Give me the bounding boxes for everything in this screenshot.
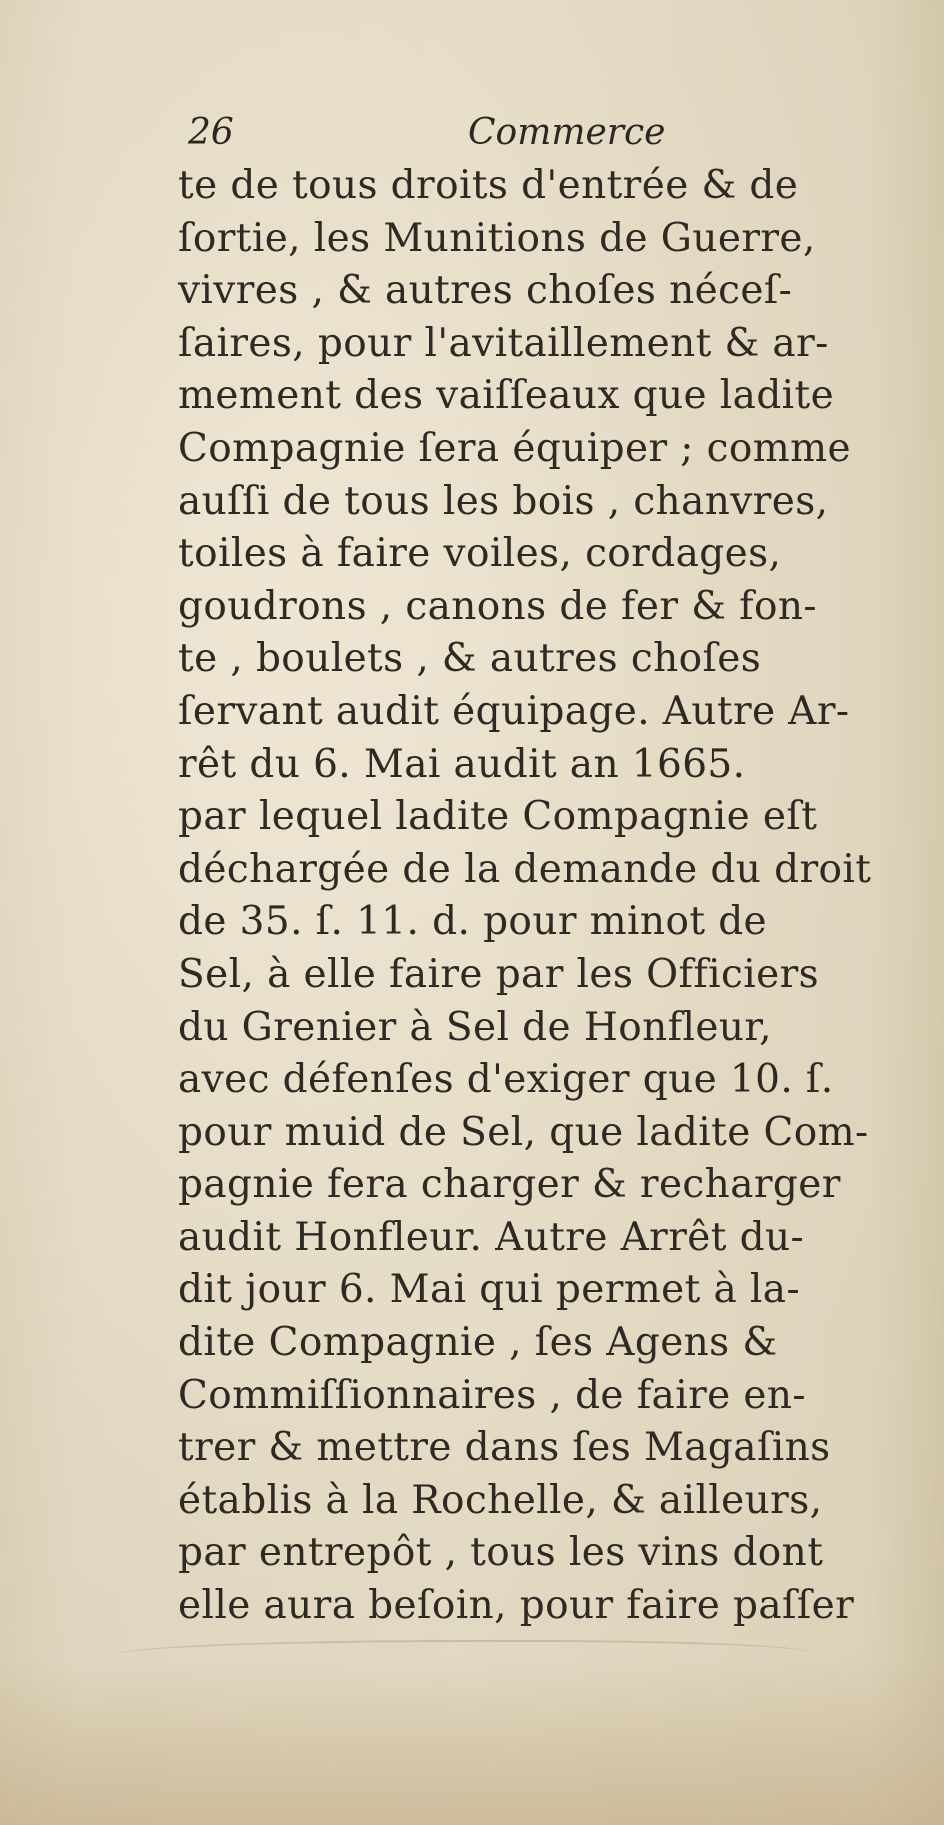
text-line: dite Compagnie , ſes Agens & (178, 1320, 778, 1366)
text-line: ſortie, les Munitions de Guerre, (178, 215, 816, 261)
text-line: goudrons , canons de fer & fon- (178, 583, 817, 629)
text-line: Commiſſionnaires , de faire en- (178, 1372, 806, 1418)
body-text (178, 160, 938, 1633)
text-line: Compagnie ſera équiper ; comme (178, 425, 851, 471)
text-line: ſaires, pour l'avitaillement & ar- (178, 320, 829, 366)
water-stain (0, 1660, 944, 1825)
running-title: Commerce (468, 112, 666, 153)
text-line: Sel, à elle faire par les Officiers (178, 951, 820, 997)
text-line: vivres , & autres choſes néceſ- (178, 268, 793, 314)
text-line: déchargée de la demande du droit (178, 846, 872, 892)
text-line: auſſi de tous les bois , chanvres, (178, 478, 829, 524)
text-line: rêt du 6. Mai audit an 1665. (178, 741, 746, 787)
text-line: toiles à faire voiles, cordages, (178, 531, 782, 577)
text-line: ſervant audit équipage. Autre Ar- (178, 688, 850, 734)
text-line: par entrepôt , tous les vins dont (178, 1530, 824, 1576)
text-line: mement des vaiſſeaux que ladite (178, 373, 835, 419)
text-line: dit jour 6. Mai qui permet à la- (178, 1267, 801, 1313)
text-line: pour muid de Sel, que ladite Com- (178, 1109, 869, 1155)
text-line: avec défenſes d'exiger que 10. ſ. (178, 1057, 834, 1103)
text-line: audit Honfleur. Autre Arrêt du- (178, 1214, 805, 1260)
text-line: par lequel ladite Compagnie eſt (178, 794, 818, 840)
text-line: établis à la Rochelle, & ailleurs, (178, 1477, 823, 1523)
page-header (188, 112, 748, 162)
text-line: du Grenier à Sel de Honfleur, (178, 1004, 772, 1050)
paper-tear-edge (110, 1640, 810, 1672)
text-line: de 35. ſ. 11. d. pour minot de (178, 899, 768, 945)
text-line: te , boulets , & autres choſes (178, 636, 762, 682)
text-line: elle aura beſoin, pour faire paſſer (178, 1583, 855, 1629)
text-line: trer & mettre dans ſes Magaſins (178, 1425, 831, 1471)
text-line: pagnie fera charger & recharger (178, 1162, 841, 1208)
page-number: 26 (188, 112, 234, 153)
text-line: te de tous droits d'entrée & de (178, 163, 799, 208)
